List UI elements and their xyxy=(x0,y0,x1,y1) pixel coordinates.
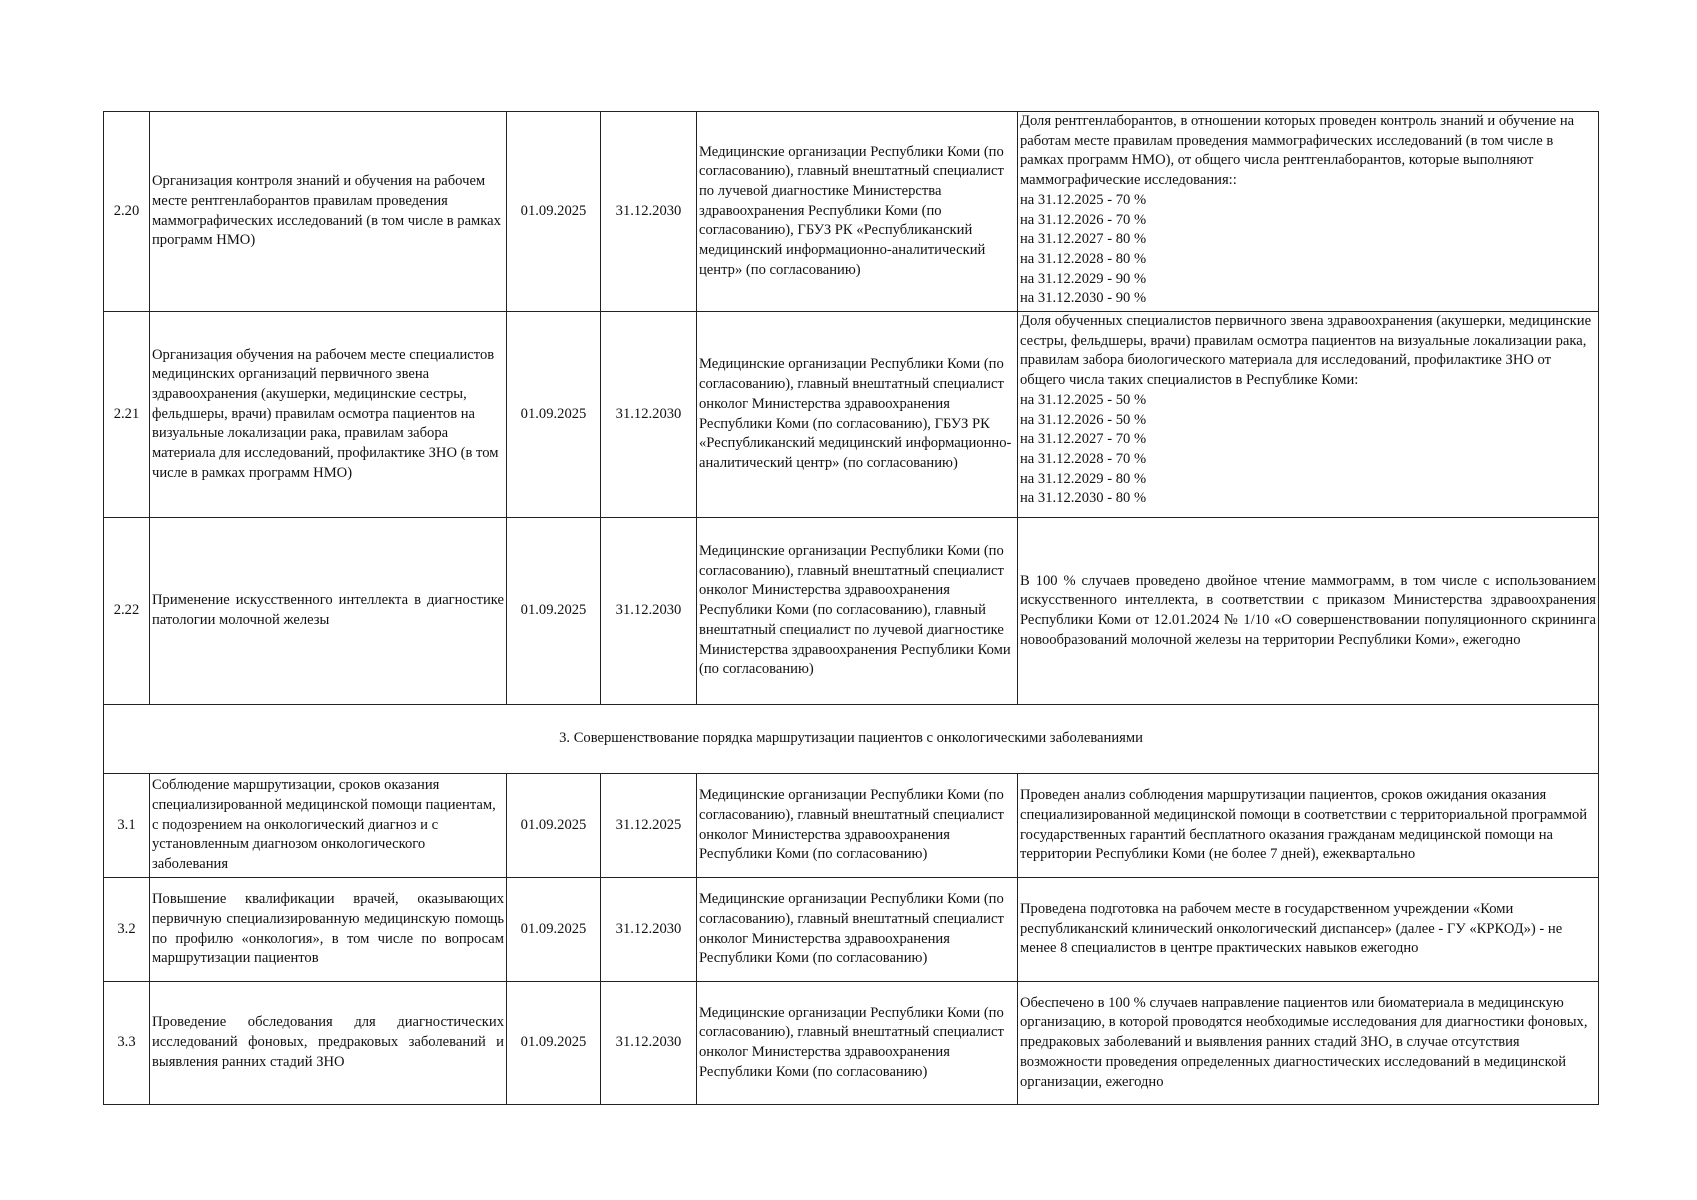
result-cell: В 100 % случаев проведено двойное чтение маммограмм, в том числе с использованием искусственного интеллекта, в соответствии с приказом Министерства здравоохранения Республики Коми от 12.01.2024 № 1/10 «О совершенствовании популяционного скрининга новообразований молочной железы на территории Республики Коми», ежегодно xyxy=(1018,518,1599,705)
responsible-cell: Медицинские организации Республики Коми (по согласованию), главный внештатный специалист онколог Министерства здравоохранения Республики Коми (по согласованию) xyxy=(697,982,1018,1105)
start-date-cell: 01.09.2025 xyxy=(507,112,601,312)
section-row xyxy=(104,705,1599,774)
result-cell: Проведена подготовка на рабочем месте в государственном учреждении «Коми республиканский клинический онкологический диспансер» (далее - ГУ «КРКОД») - не менее 8 специалистов в центре практических навыков ежегодно xyxy=(1018,878,1599,982)
start-date-cell: 01.09.2025 xyxy=(507,518,601,705)
table-row xyxy=(104,518,1599,705)
start-date-cell: 01.09.2025 xyxy=(507,878,601,982)
table-row xyxy=(104,982,1599,1105)
row-number: 2.22 xyxy=(104,518,150,705)
section-heading: 3. Совершенствование порядка маршрутизации пациентов с онкологическими заболеваниями xyxy=(104,705,1599,774)
end-date-cell: 31.12.2030 xyxy=(601,112,697,312)
row-number: 3.3 xyxy=(104,982,150,1105)
responsible-cell: Медицинские организации Республики Коми (по согласованию), главный внештатный специалист онколог Министерства здравоохранения Республики Коми (по согласованию) xyxy=(697,878,1018,982)
end-date-cell: 31.12.2030 xyxy=(601,518,697,705)
end-date-cell: 31.12.2030 xyxy=(601,982,697,1105)
result-cell: Проведен анализ соблюдения маршрутизации пациентов, сроков ожидания оказания специализированной медицинской помощи в соответствии с территориальной программой государственных гарантий бесплатного оказания гражданам медицинской помощи на территории Республики Коми (не более 7 дней), ежеквартально xyxy=(1018,774,1599,878)
result-cell: Обеспечено в 100 % случаев направление пациентов или биоматериала в медицинскую организацию, в которой проводятся необходимые исследования для диагностики фоновых, предраковых заболеваний и выявления ранних стадий ЗНО, в случае отсутствия возможности проведения определенных диагностических исследований в медицинской организации, ежегодно xyxy=(1018,982,1599,1105)
action-cell: Организация обучения на рабочем месте специалистов медицинских организаций первичного звена здравоохранения (акушерки, медицинские сестры, фельдшеры, врачи) правилам осмотра пациентов на визуальные локализации рака, правилам забора материала для исследований, профилактике ЗНО (в том числе в рамках программ НМО) xyxy=(150,312,507,518)
table-row xyxy=(104,878,1599,982)
responsible-cell: Медицинские организации Республики Коми (по согласованию), главный внештатный специалист онколог Министерства здравоохранения Республики Коми (по согласованию), ГБУЗ РК «Республиканский медицинский информационно-аналитический центр» (по согласованию) xyxy=(697,312,1018,518)
row-number: 2.20 xyxy=(104,112,150,312)
action-plan-table xyxy=(103,111,1599,1105)
result-text: Доля обученных специалистов первичного звена здравоохранения (акушерки, медицинские сестры, фельдшеры, врачи) правилам осмотра пациентов на визуальные локализации рака, правилам забора биологического материала для исследований, профилактике ЗНО от общего числа таких специалистов в Республике Коми: на 31.12.2025 - 50 % на 31.12.2026 - 50 % на 31.12.2027 - 70 % на 31.12.2028 - 70 % на 31.12.2029 - 80 % на 31.12.2030 - 80 % xyxy=(1020,313,1592,507)
row-number: 3.2 xyxy=(104,878,150,982)
result-cell xyxy=(1018,312,1599,518)
action-cell: Повышение квалификации врачей, оказывающих первичную специализированную медицинскую помощь по профилю «онкология», в том числе по вопросам маршрутизации пациентов xyxy=(150,878,507,982)
responsible-cell: Медицинские организации Республики Коми (по согласованию), главный внештатный специалист онколог Министерства здравоохранения Республики Коми (по согласованию), главный внештатный специалист по лучевой диагностике Министерства здравоохранения Республики Коми (по согласованию) xyxy=(697,518,1018,705)
start-date-cell: 01.09.2025 xyxy=(507,312,601,518)
responsible-cell: Медицинские организации Республики Коми (по согласованию), главный внештатный специалист онколог Министерства здравоохранения Республики Коми (по согласованию) xyxy=(697,774,1018,878)
result-text: Доля рентгенлаборантов, в отношении которых проведен контроль знаний и обучение на работам месте правилам проведения маммографических исследований (в том числе в рамках программ НМО), от общего числа рентгенлаборантов, которые выполняют маммографические исследования:: на 31.12.2025 - 70 % на 31.12.2026 - 70 % на 31.12.2027 - 80 % на 31.12.2028 - 80 % на 31.12.2029 - 90 % на 31.12.2030 - 90 % xyxy=(1020,113,1575,307)
start-date-cell: 01.09.2025 xyxy=(507,774,601,878)
result-cell xyxy=(1018,112,1599,312)
end-date-cell: 31.12.2030 xyxy=(601,878,697,982)
action-cell: Проведение обследования для диагностических исследований фоновых, предраковых заболеваний и выявления ранних стадий ЗНО xyxy=(150,982,507,1105)
end-date-cell: 31.12.2030 xyxy=(601,312,697,518)
action-cell: Применение искусственного интеллекта в диагностике патологии молочной железы xyxy=(150,518,507,705)
row-number: 2.21 xyxy=(104,312,150,518)
action-cell: Организация контроля знаний и обучения на рабочем месте рентгенлаборантов правилам проведения маммографических исследований (в том числе в рамках программ НМО) xyxy=(150,112,507,312)
table-row xyxy=(104,774,1599,878)
table-row xyxy=(104,112,1599,312)
action-cell: Соблюдение маршрутизации, сроков оказания специализированной медицинской помощи пациентам, с подозрением на онкологический диагноз и с установленным диагнозом онкологического заболевания xyxy=(150,774,507,878)
end-date-cell: 31.12.2025 xyxy=(601,774,697,878)
responsible-cell: Медицинские организации Республики Коми (по согласованию), главный внештатный специалист по лучевой диагностике Министерства здравоохранения Республики Коми (по согласованию), ГБУЗ РК «Республиканский медицинский информационно-аналитический центр» (по согласованию) xyxy=(697,112,1018,312)
start-date-cell: 01.09.2025 xyxy=(507,982,601,1105)
table-row xyxy=(104,312,1599,518)
row-number: 3.1 xyxy=(104,774,150,878)
